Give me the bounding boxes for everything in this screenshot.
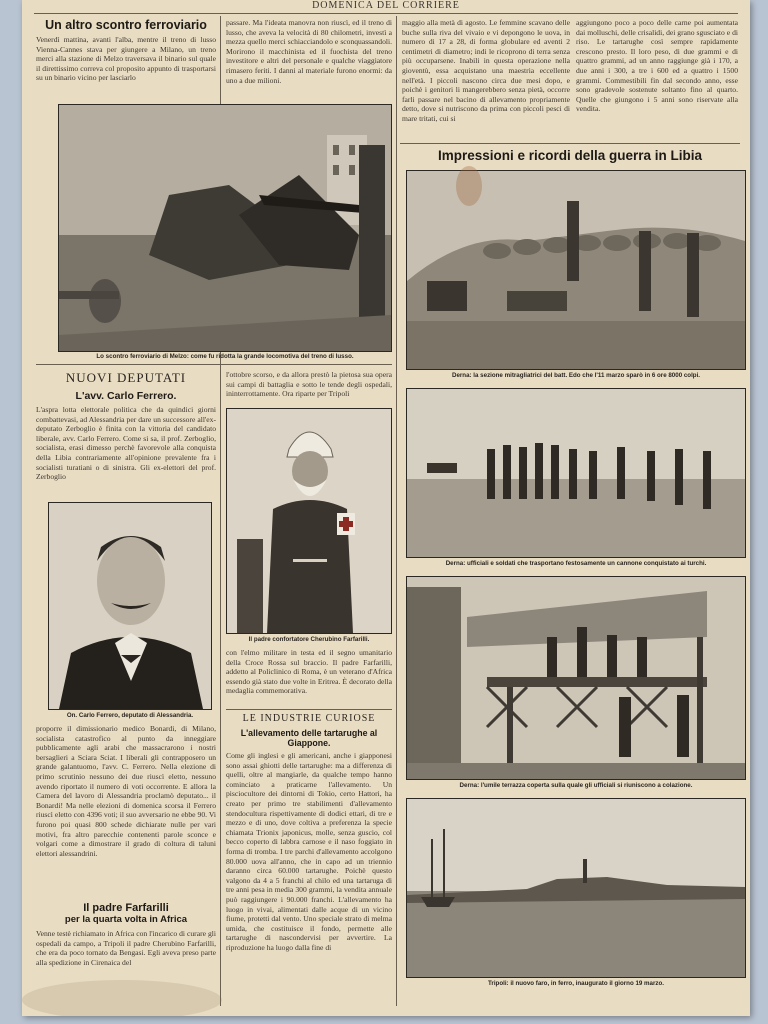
tripoli-lighthouse-image (407, 799, 745, 977)
section-rule (226, 709, 392, 710)
covered-terrace-image (407, 577, 745, 779)
headline-farfarilli: Il padre Farfarilli (83, 902, 169, 914)
section-rule (400, 143, 740, 144)
masthead: DOMENICA DEL CORRIERE (312, 0, 460, 11)
portrait-ferrero-image (49, 503, 211, 709)
body-farfarilli: Venne testè richiamato in Africa con l'incarico di curare gli ospedali da campo, a Tripoli il padre Cherubino Farfarilli, che era da poco tornato da Bengasi. Egli aveva preso parte alla spedizione in Cirenaica del (36, 929, 216, 967)
machine-gun-section-image (407, 171, 745, 369)
article-ferrero-cont (36, 724, 216, 989)
photo-farfarilli (226, 408, 392, 634)
caption-melzo: Lo scontro ferroviario di Melzo: come fu ridotta la grande locomotiva del treno di lusso. (96, 353, 354, 360)
column-rule (396, 16, 397, 1006)
section-nuovi-deputati: NUOVI DEPUTATI (65, 370, 187, 385)
soldiers-cannon-image (407, 389, 745, 557)
paper-stain (22, 980, 222, 1016)
photo-mitragliatrici (406, 170, 746, 370)
article-tartarughe-end (576, 18, 738, 142)
section-industrie-curiose: LE INDUSTRIE CURIOSE (242, 713, 376, 724)
body-tartarughe-cont: maggio alla metà di agosto. Le femmine scavano delle buche sulla riva del vivaio e vi depongono le uova, in numero di 17 a 28, di forma globulare ed aventi 2 centimetri di diametro; indi le ricoprono di terra senza più occuparsene. Inabili in questa operazione nella gioventù, essa acquistano una maestria eccellente nell'età. I piccoli nascono circa due mesi dopo, e poichè i genitori li mangerebbero senza pietà, occorre farli passare nel bacino di allevamento propriamente detto, dove si nutriscono da prima con piccoli pesci di mare tritati, cui si (402, 18, 570, 123)
body-farfarilli-cont: l'ottobre scorso, e da allora prestò la pietosa sua opera sui campi di battaglia e sotto le tende degli ospedali, ininterrottamente. Ora riparte per Tripoli (226, 370, 392, 399)
photo-terrazza (406, 576, 746, 780)
newspaper-page (22, 0, 750, 1016)
portrait-farfarilli-image (227, 409, 391, 633)
photo-cannone (406, 388, 746, 558)
train-wreck-image (59, 105, 391, 351)
caption-cannone: Derna: ufficiali e soldati che trasportano festosamente un cannone conquistato ai turchi. (445, 560, 707, 567)
body-farfarilli-end: con l'elmo militare in testa ed il segno umanitario della Croce Rossa sul braccio. Il padre Farfarilli, addetto al Policlinico di Roma, è un veterano d'Africa essendo già stato due volte in Eritrea. È decorato della medaglia commemorativa. (226, 648, 392, 696)
photo-faro (406, 798, 746, 978)
body-ferrero-cont: proporre il dimissionario medico Bonardi, di Milano, socialista catastrofico al punto da inneggiare pubblicamente agli arabi che massacrarono i nostri bersaglieri a Sciara Sciat. I liberali gli contrapposero un grande galantuomo, l'avv. C. Ferrero. Nella elezione di primo scrutinio nessuno dei due riuscì eletto, nessuno avendo riportato il numero di voti occorrente. E allora la Camera del lavoro di Alessandria proclamò deputato... il Bonardi! Ma nelle elezioni di domenica scorsa il Ferrero riuscì eletto con 4396 voti; il suo avversario ne ebbe 90. Vi furono poi quasi 800 schede dichiarate nulle per vari motivi, fra altro parecchie contenenti parole sconce e volgari come a dimostrare il grado di coltura di taluni elettori alessandrini. (36, 724, 216, 858)
caption-terrazza: Derna: l'umile terrazza coperta sulla quale gli ufficiali si riuniscono a colazione. (459, 782, 693, 789)
body-scontro-cont: passare. Ma l'ideata manovra non riuscì, ed il treno di lusso, che aveva la velocità di 80 chilometri, investì a mezza quello merci schiacciandolo e sconquassandoli. Morirono il macchinista ed il fuochista del treno investitore e altri del personale e qualche viaggiatore rimasero feriti. I danni al materiale furono enormi: da uno a due milioni. (226, 18, 392, 85)
caption-ferrero: On. Carlo Ferrero, deputato di Alessandria. (66, 712, 194, 719)
headline-scontro: Un altro scontro ferroviario (45, 18, 207, 32)
body-ferrero: L'aspra lotta elettorale politica che da quindici giorni combattevasi, ad Alessandria per dare un successore all'ex-deputato Zerboglio è finita con la vittoria del candidato liberale, avv. Carlo Ferrero. Come si sa, il prof. Zerboglio, socialista, erasi dimesso perchè favorevole alla conquista della Libia contrariamente all'opinione prevalente fra i socialisti turatiani o di sinistra. Gli ex-elettori del prof. Zerboglio (36, 405, 216, 482)
article-tartarughe-cont (402, 18, 570, 142)
body-tartarughe: Come gli inglesi e gli americani, anche i giapponesi sono assai ghiotti delle tartarughe: ma a differenza di quelli, oltre al mangiarle, da qualche tempo hanno cominciato a praticarne l'allevamento. Un pisciocultore dei dintorni di Tokio, certo Hattori, ha creato per primo tre stabilimenti d'allevamento stendocultura rispettivamente di dodici ettari, di tre e mezzo e di uno, dove coltiva a preferenza la specie chiamata Trionix japonicus, molle, senza guscio, col becco coperto di labbra carnose e il naso foggiato in forma di tromba. I tre parchi d'allevamento accolgono 80.000 uova all'anno, che in capo ad un triennio daranno circa 60.000 tartarughe. Poichè questo valgono da 4 a 5 franchi al chilo ed una tartaruga di tre anni pesa in media 300 grammi, la vendita annuale può raggiungere i 90.000 franchi. L'allevamento ha luogo in vivai, alimentati dalle acque di un vicino fiume, protetti dal vento. Uno speciale strato di melma umida, che costituisce il fondo, permette alle tartarughe di nascondervisi per avvertire. La riproduzione ha luogo dalla fine di (226, 751, 392, 952)
headline-ferrero: L'avv. Carlo Ferrero. (75, 390, 177, 402)
section-rule (36, 364, 392, 365)
article-farfarilli-cont (226, 370, 392, 406)
headline-tartarughe: L'allevamento delle tartarughe al Giappone. (240, 728, 378, 748)
caption-faro: Tripoli: il nuovo faro, in ferro, inaugurato il giorno 19 marzo. (487, 980, 664, 987)
body-tartarughe-end: aggiungono poco a poco delle carne poi aumentata dai molluschi, delle crisalidi, dei grano sgusciato e di riso. Le tartarughe così sempre rapidamente crescono presto. Il loro peso, di due grammi e di quattro grammi, ad un anno raggiunge già i 170, a due anni i 300, a tre i 600 ed a quattro i 1500 grammi. Commestibili fin dal secondo anno, esse sono gradevole sostenute soltanto fino al quarto. Quelle che giungono i 5 anni sono riservate alla vendita. (576, 18, 738, 114)
article-deputati (36, 370, 216, 483)
body-scontro: Venerdì mattina, avanti l'alba, mentre il treno di lusso Vienna-Cannes stava per giungere a Milano, un treno merci alla stazione di Melzo traversava il binario sul quale il direttissimo correva col proposito appunto di trasportarsi su un binario vicino per lasciarlo (36, 35, 216, 83)
article-scontro (36, 18, 216, 95)
caption-farfarilli: Il padre confortatore Cherubino Farfarilli. (248, 636, 370, 643)
subheadline-farfarilli: per la quarta volta in Africa (64, 914, 188, 925)
headline-libia: Impressioni e ricordi della guerra in Libia (437, 148, 703, 163)
photo-melzo-wreck (58, 104, 392, 352)
caption-mitragliatrici: Derna: la sezione mitragliatrici del batt. Edo che l'11 marzo sparò in 6 ore 8000 colpi. (451, 372, 701, 379)
article-scontro-cont (226, 18, 392, 98)
masthead-rule (34, 13, 738, 14)
photo-ferrero (48, 502, 212, 710)
article-farfarilli-end (226, 648, 392, 999)
paper-stain (456, 166, 482, 206)
